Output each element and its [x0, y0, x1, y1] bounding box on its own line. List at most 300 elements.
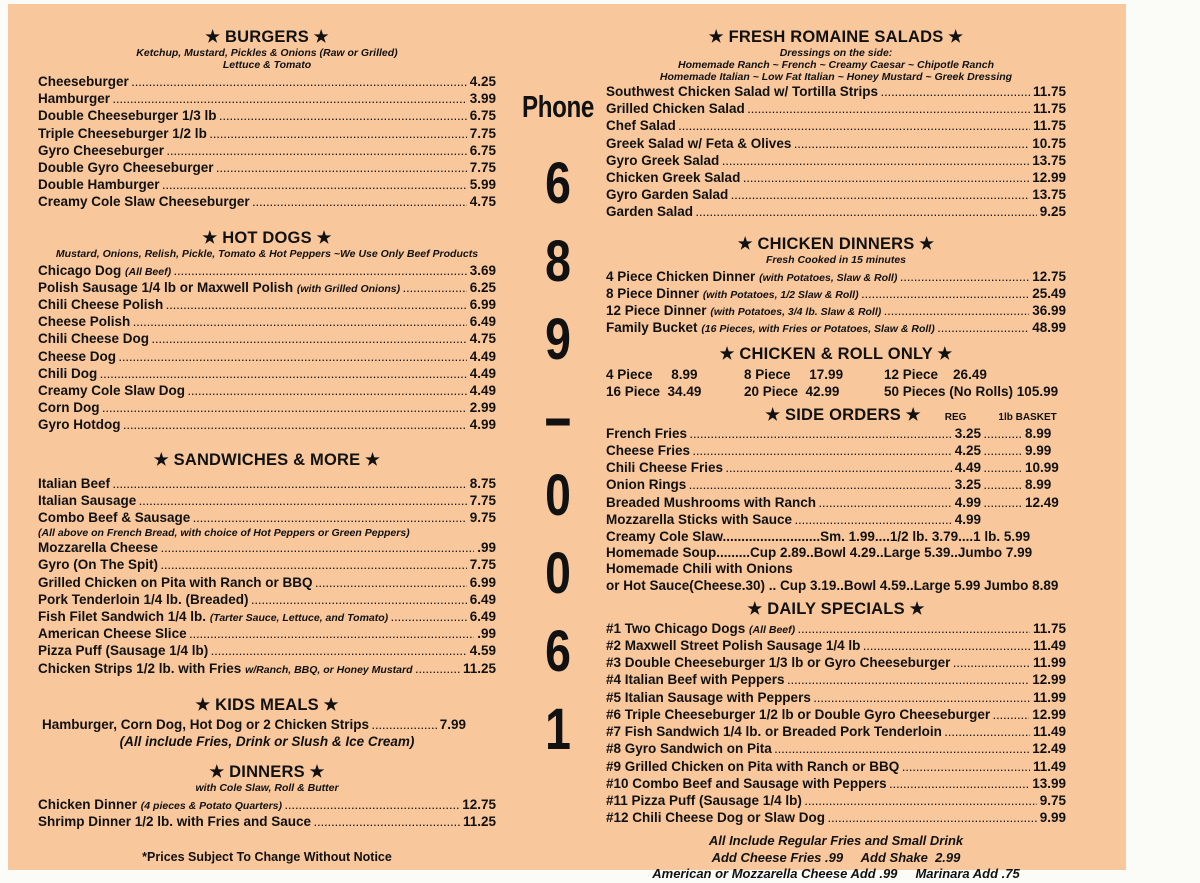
item-price: 9.75 [1039, 792, 1066, 808]
item-name [606, 741, 772, 757]
item-name-text: Grilled Chicken Salad [606, 101, 745, 117]
chicken-roll-cell: 20 Piece 42.99 [744, 383, 840, 399]
item-name [606, 724, 942, 740]
chicken-roll-cell: 4 Piece 8.99 [606, 367, 698, 383]
chicken-roll-cell: 12 Piece 26.49 [884, 367, 987, 383]
leader-dots [984, 460, 1022, 477]
leader-dots [163, 177, 467, 194]
section-title: ★ BURGERS ★ [205, 28, 329, 46]
item-name-text: Chicken Greek Salad [606, 170, 741, 186]
leader-dots [166, 297, 466, 314]
leader-dots [805, 793, 1037, 810]
leader-dots [316, 575, 467, 592]
item-name-text: #9 Grilled Chicken on Pita with Ranch or BBQ [606, 758, 900, 774]
phone-number [503, 89, 613, 769]
menu-item [38, 609, 496, 626]
leader-dots [174, 263, 467, 280]
menu-list [606, 426, 1066, 529]
item-name [606, 707, 990, 723]
item-price: 25.49 [1032, 285, 1066, 301]
item-price: 4.49 [469, 348, 496, 364]
item-name-text: #12 Chili Cheese Dog or Slaw Dog [606, 810, 826, 826]
phone-digit: - [542, 385, 574, 450]
leader-dots [828, 810, 1037, 827]
item-price: 11.49 [1032, 724, 1066, 740]
leader-dots [731, 187, 1029, 204]
item-name-text: Chili Cheese Polish [38, 297, 164, 313]
leader-dots [113, 91, 467, 108]
leader-dots [993, 707, 1029, 724]
leader-dots [788, 672, 1030, 689]
item-price: 11.49 [1032, 758, 1066, 774]
item-name [38, 314, 130, 330]
item-name-text: Cheese Polish [38, 314, 131, 330]
menu-list [38, 540, 496, 678]
menu-item [606, 672, 1066, 689]
leader-dots [161, 540, 474, 557]
item-price: 4.59 [469, 643, 496, 659]
item-name-text: Cheeseburger [38, 74, 129, 89]
item-name [606, 170, 740, 186]
item-price-basket: 12.49 [1025, 494, 1059, 510]
col-header-reg: REG [944, 411, 967, 423]
menu-item [38, 493, 496, 510]
phone-label: Phone [522, 89, 594, 124]
menu-list [606, 269, 1066, 338]
menu-item [38, 126, 496, 143]
side-line: Homemade Chili with Onions [606, 561, 793, 577]
item-name [38, 609, 388, 626]
leader-dots [798, 621, 1030, 638]
side-reg-group [606, 460, 981, 477]
item-price-basket: 9.99 [1025, 443, 1052, 459]
item-price: 8.75 [469, 475, 496, 491]
menu-item [38, 314, 496, 331]
item-name-text: Chicken Dinner [38, 797, 138, 813]
item-price-reg: 4.99 [954, 511, 981, 527]
item-name-text: Cheese Dog [38, 348, 117, 364]
section-subtitle: Dressings on the side: [779, 47, 893, 59]
footer-line: All Include Regular Fries and Small Drink [708, 833, 964, 849]
item-name-text: Grilled Chicken on Pita with Ranch or BBQ [38, 574, 313, 590]
item-note: (4 pieces & Potato Quarters) [140, 800, 283, 813]
section-subtitle: Lettuce & Tomato [222, 59, 312, 71]
item-name-text: Double Gyro Cheeseburger [38, 160, 214, 176]
chicken-roll-cell: 8 Piece 17.99 [744, 367, 844, 383]
item-name [606, 84, 878, 100]
item-name-text: 4 Piece Chicken Dinner [606, 268, 756, 284]
item-name [606, 638, 860, 654]
menu-item [38, 91, 496, 108]
item-name [606, 118, 676, 134]
item-name-text: #1 Two Chicago Dogs [606, 620, 746, 636]
item-note: (with Grilled Onions) [296, 282, 401, 295]
item-name-text: Gyro Greek Salad [606, 152, 720, 168]
item-name [38, 331, 149, 347]
item-name [38, 540, 158, 556]
side-item [606, 460, 1066, 477]
item-price: 11.49 [1032, 638, 1066, 654]
leader-dots [167, 143, 467, 160]
item-price: 7.75 [469, 557, 496, 573]
sides-header [606, 406, 1066, 425]
menu-item [38, 814, 496, 831]
item-price: 4.75 [469, 331, 496, 347]
footer-line: Add Cheese Fries .99 Add Shake 2.99 [711, 849, 961, 865]
item-name-text: Hamburger [38, 91, 111, 107]
item-name: Chili Cheese Fries [606, 460, 724, 476]
menu-item [606, 707, 1066, 724]
section-title: ★ SANDWICHES & MORE ★ [153, 450, 381, 469]
item-name-text: #8 Gyro Sandwich on Pita [606, 741, 772, 757]
sandwich-note: (All above on French Bread, with choice of Hot Peppers or Green Peppers) [38, 527, 410, 540]
dinners-section [38, 763, 496, 831]
item-name-text: 8 Piece Dinner [606, 285, 700, 301]
menu-item [38, 643, 496, 660]
leader-dots [884, 303, 1029, 320]
item-note: (All Beef) [749, 623, 796, 636]
item-price: 12.49 [1032, 741, 1066, 757]
item-price: 7.75 [469, 160, 496, 176]
leader-dots [775, 741, 1029, 758]
menu-item [606, 759, 1066, 776]
leader-dots [124, 417, 467, 434]
item-name [606, 153, 719, 169]
leader-dots [103, 400, 467, 417]
item-name: Hamburger, Corn Dog, Hot Dog or 2 Chicken Strips [42, 716, 370, 732]
kids-section [38, 696, 496, 750]
menu-item [606, 655, 1066, 672]
menu-item [606, 269, 1066, 286]
item-note: (with Potatoes, 3/4 lb. Slaw & Roll) [710, 306, 882, 319]
section-title: ★ CHICKEN DINNERS ★ [737, 234, 935, 253]
leader-dots [690, 426, 952, 443]
leader-dots [403, 280, 467, 297]
sides-lines [606, 529, 1066, 594]
menu-item [606, 118, 1066, 135]
item-name [606, 269, 897, 286]
kids-note: (All include Fries, Drink or Slush & Ice Cream) [119, 734, 415, 750]
leader-dots [217, 160, 467, 177]
item-price: 9.99 [1039, 810, 1066, 826]
item-name-text: Mozzarella Cheese [38, 540, 159, 556]
right-column [606, 28, 1066, 883]
leader-dots [679, 118, 1030, 135]
section-subtitle: Fresh Cooked in 15 minutes [765, 253, 907, 266]
side-item [606, 512, 1066, 529]
menu-item [606, 776, 1066, 793]
item-price: 10.75 [1032, 135, 1066, 151]
menu-item [38, 557, 496, 574]
leader-dots [890, 776, 1030, 793]
phone-digit: 6 [545, 151, 571, 216]
item-name [38, 400, 100, 416]
item-name [38, 510, 190, 526]
item-price: 7.75 [469, 492, 496, 508]
item-name-text: Double Cheeseburger 1/3 lb [38, 108, 217, 124]
item-name [606, 320, 935, 337]
item-price: 4.25 [469, 74, 496, 89]
item-price-basket: 8.99 [1025, 425, 1052, 441]
item-name-text: Pork Tenderloin 1/4 lb. (Breaded) [38, 591, 249, 607]
item-price: 7.99 [439, 716, 466, 732]
item-name-text: Shrimp Dinner 1/2 lb. with Fries and Sauce [38, 814, 312, 830]
item-name-text: 12 Piece Dinner [606, 303, 707, 319]
item-name [606, 136, 791, 152]
item-name [38, 177, 160, 193]
leader-dots [900, 269, 1029, 286]
menu-item [38, 263, 496, 280]
item-name-text: American Cheese Slice [38, 626, 187, 642]
menu-item [42, 717, 466, 734]
specials-footer [606, 833, 1066, 883]
item-price: 11.75 [1032, 101, 1066, 117]
leader-dots [152, 331, 467, 348]
side-line: Creamy Cole Slaw..........................Sm. 1.99....1/2 lb. 3.79....1 lb. 5.99 [606, 529, 1031, 545]
item-price: 11.25 [462, 660, 496, 676]
item-name-text: Gyro Cheeseburger [38, 142, 165, 158]
leader-dots [391, 609, 467, 626]
item-name [38, 661, 413, 678]
item-price: 6.25 [469, 279, 496, 295]
item-price: .99 [477, 626, 496, 642]
side-item [606, 477, 1066, 494]
menu-item [38, 366, 496, 383]
leader-dots [726, 460, 952, 477]
item-name-text: Pizza Puff (Sausage 1/4 lb) [38, 643, 209, 659]
leader-dots [984, 443, 1022, 460]
item-price: 36.99 [1032, 303, 1066, 319]
item-price: 6.75 [469, 108, 496, 124]
menu-list [606, 621, 1066, 827]
section-subtitle: Ketchup, Mustard, Pickles & Onions (Raw or Grilled) [136, 47, 398, 59]
phone-digit: 0 [545, 541, 571, 606]
item-name-text: Gyro (On The Spit) [38, 557, 158, 573]
menu-item [38, 575, 496, 592]
item-price: 5.99 [469, 177, 496, 193]
menu-item [606, 170, 1066, 187]
item-name [606, 776, 887, 792]
item-name [606, 793, 802, 809]
leader-dots [285, 797, 459, 814]
section-title: ★ DINNERS ★ [209, 763, 325, 782]
item-price: 12.75 [462, 797, 496, 813]
menu-item [38, 626, 496, 643]
leader-dots [902, 759, 1030, 776]
section-subtitle: Homemade Italian ~ Low Fat Italian ~ Honey Mustard ~ Greek Dressing [659, 71, 1013, 83]
menu-item [38, 592, 496, 609]
menu-item [606, 84, 1066, 101]
item-name [38, 194, 250, 210]
item-name [38, 575, 313, 591]
section-title: ★ CHICKEN & ROLL ONLY ★ [719, 345, 953, 364]
leader-dots [819, 495, 952, 512]
menu-item [606, 101, 1066, 118]
item-name-text: Triple Cheeseburger 1/2 lb [38, 125, 207, 141]
menu-item [606, 204, 1066, 221]
item-name: Onion Rings [606, 477, 687, 493]
item-name-text: #5 Italian Sausage with Peppers [606, 689, 811, 705]
item-price: 3.69 [469, 262, 496, 278]
item-price: 2.99 [469, 400, 496, 416]
leader-dots [211, 643, 466, 660]
menu-item [38, 143, 496, 160]
item-price: 4.49 [469, 383, 496, 399]
item-price: 13.75 [1032, 187, 1066, 203]
item-price: 3.99 [469, 91, 496, 107]
leader-dots [314, 814, 460, 831]
leader-dots [416, 661, 460, 678]
item-name [38, 160, 214, 176]
item-name [606, 204, 693, 220]
menu-page [8, 4, 1126, 882]
side-reg-group [606, 512, 981, 529]
side-item [606, 495, 1066, 512]
menu-item [38, 383, 496, 400]
menu-item [606, 286, 1066, 303]
phone-digit: 1 [545, 697, 571, 762]
item-price: 11.75 [1032, 118, 1066, 134]
leader-dots [696, 204, 1037, 221]
burgers-section [38, 28, 496, 212]
item-price-basket: 10.99 [1025, 460, 1059, 476]
leader-dots [161, 557, 467, 574]
item-name [38, 383, 185, 399]
item-price-reg: 4.25 [954, 443, 981, 459]
item-price: 13.75 [1032, 152, 1066, 168]
item-name-text: #2 Maxwell Street Polish Sausage 1/4 lb [606, 638, 861, 654]
item-name-text: Greek Salad w/ Feta & Olives [606, 135, 792, 151]
item-price-basket: 8.99 [1025, 477, 1052, 493]
leader-dots [938, 320, 1029, 337]
item-name-text: Italian Sausage [38, 492, 137, 508]
side-reg-group [606, 477, 981, 494]
item-name-text: Combo Beef & Sausage [38, 510, 191, 526]
menu-item [38, 331, 496, 348]
chicken-dinners-section [606, 235, 1066, 338]
item-name [38, 476, 110, 492]
leader-dots [113, 476, 467, 493]
menu-item [606, 621, 1066, 638]
item-name [606, 690, 811, 706]
side-line: or Hot Sauce(Cheese.30) .. Cup 3.19..Bowl 4.59..Large 5.99 Jumbo 8.89 [606, 577, 1059, 593]
item-name-text: Chicken Strips 1/2 lb. with Fries [38, 660, 242, 676]
item-name-text: Gyro Hotdog [38, 417, 121, 433]
leader-dots [253, 194, 467, 211]
chicken-roll-grid [606, 367, 1066, 399]
menu-item [38, 400, 496, 417]
item-price-reg: 3.25 [954, 425, 981, 441]
specials-section [606, 600, 1066, 883]
item-price: 13.99 [1032, 775, 1066, 791]
item-name [38, 126, 207, 142]
leader-dots [252, 592, 467, 609]
item-name [38, 349, 116, 365]
item-name: Breaded Mushrooms with Ranch [606, 494, 817, 510]
leader-dots [748, 101, 1030, 118]
leader-dots [193, 510, 466, 527]
item-name [38, 366, 97, 382]
chicken-roll-section [606, 345, 1066, 399]
item-name [606, 286, 859, 303]
section-subtitle: with Cole Slaw, Roll & Butter [195, 782, 339, 795]
item-price: 11.99 [1032, 655, 1066, 671]
left-column [38, 28, 496, 864]
side-line: Homemade Soup.........Cup 2.89..Bowl 4.29..Large 5.39..Jumbo 7.99 [606, 545, 1033, 561]
item-name-text: Southwest Chicken Salad w/ Tortilla Strips [606, 84, 879, 99]
item-name [606, 655, 950, 671]
leader-dots [984, 426, 1022, 443]
leader-dots [188, 383, 467, 400]
menu-item [38, 661, 496, 678]
phone-digits [503, 145, 613, 769]
menu-item [38, 476, 496, 493]
item-price: 6.75 [469, 142, 496, 158]
item-name-text: Polish Sausage 1/4 lb or Maxwell Polish [38, 279, 294, 295]
item-name [38, 814, 311, 830]
item-name [606, 101, 745, 117]
item-name-text: Fish Filet Sandwich 1/4 lb. [38, 609, 207, 625]
item-price: 6.99 [469, 297, 496, 313]
item-name-text: #7 Fish Sandwich 1/4 lb. or Breaded Pork Tenderloin [606, 724, 942, 740]
item-price: 7.75 [469, 125, 496, 141]
item-price: 11.25 [462, 814, 496, 830]
item-price: 4.49 [469, 365, 496, 381]
leader-dots [220, 108, 467, 125]
item-price: 4.75 [469, 194, 496, 210]
item-price: 6.49 [469, 314, 496, 330]
phone-digit: 9 [545, 307, 571, 372]
leader-dots [119, 349, 467, 366]
salads-section [606, 28, 1066, 222]
item-price: 6.99 [469, 574, 496, 590]
menu-item [606, 810, 1066, 827]
item-name [38, 297, 163, 313]
leader-dots [743, 170, 1029, 187]
leader-dots [372, 717, 437, 734]
item-price: 12.99 [1032, 170, 1066, 186]
menu-item [606, 690, 1066, 707]
col-header-basket: 1lb BASKET [998, 411, 1057, 423]
menu-list [38, 263, 496, 435]
phone-digit: 0 [545, 463, 571, 528]
side-reg-group [606, 426, 981, 443]
phone-digit: 6 [545, 619, 571, 684]
item-name [38, 280, 400, 297]
item-price: 11.75 [1032, 84, 1066, 99]
leader-dots [984, 495, 1022, 512]
item-name-text: Family Bucket [606, 320, 698, 336]
item-name [606, 810, 825, 826]
section-subtitle: Homemade Ranch ~ French ~ Creamy Caesar ~ Chipotle Ranch [678, 59, 994, 71]
item-name: French Fries [606, 425, 688, 441]
item-price: 48.99 [1032, 320, 1066, 336]
item-price: 12.99 [1032, 672, 1066, 688]
item-name [38, 108, 217, 124]
menu-item [606, 320, 1066, 337]
menu-item [606, 741, 1066, 758]
leader-dots [863, 638, 1030, 655]
phone-digit: 8 [545, 229, 571, 294]
menu-item [606, 724, 1066, 741]
item-name-text: Italian Beef [38, 475, 111, 491]
menu-item [38, 349, 496, 366]
leader-dots [693, 443, 952, 460]
menu-item [38, 797, 496, 814]
item-price-reg: 4.49 [954, 460, 981, 476]
menu-item [606, 136, 1066, 153]
menu-item [606, 187, 1066, 204]
